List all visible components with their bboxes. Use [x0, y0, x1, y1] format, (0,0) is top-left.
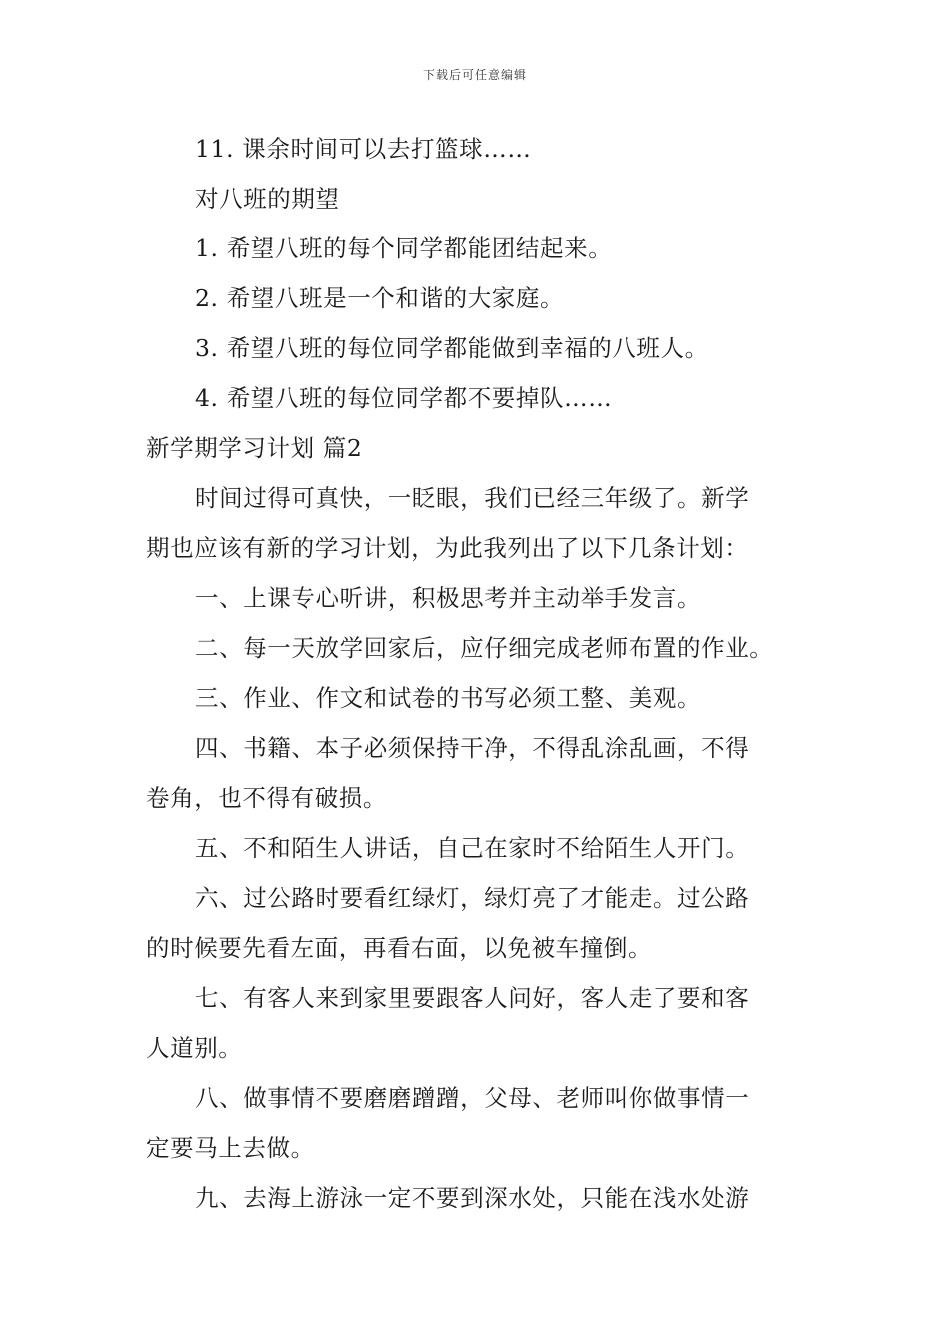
plan-item-6-line-1: 六、过公路时要看红绿灯，绿灯亮了才能走。过公路 — [195, 884, 750, 912]
list-item-expectation-4: 4. 希望八班的每位同学都不要掉队…… — [195, 384, 613, 412]
paragraph-intro-line-1: 时间过得可真快，一眨眼，我们已经三年级了。新学 — [195, 484, 750, 512]
plan-item-8-line-1: 八、做事情不要磨磨蹭蹭，父母、老师叫你做事情一 — [195, 1084, 750, 1112]
plan-item-5: 五、不和陌生人讲话，自己在家时不给陌生人开门。 — [195, 834, 750, 862]
plan-item-4-line-1: 四、书籍、本子必须保持干净，不得乱涂乱画，不得 — [195, 734, 750, 762]
page-header: 下载后可任意编辑 — [422, 68, 527, 82]
plan-item-8-line-2: 定要马上去做。 — [146, 1134, 315, 1162]
section-heading-expectations: 对八班的期望 — [195, 185, 340, 213]
plan-item-1: 一、上课专心听讲，积极思考并主动举手发言。 — [195, 584, 702, 612]
plan-item-4-line-2: 卷角，也不得有破损。 — [146, 784, 387, 812]
plan-item-2: 二、每一天放学回家后，应仔细完成老师布置的作业。 — [195, 634, 774, 662]
list-item-expectation-2: 2. 希望八班是一个和谐的大家庭。 — [195, 284, 565, 312]
plan-item-7-line-1: 七、有客人来到家里要跟客人问好，客人走了要和客 — [195, 984, 750, 1012]
plan-item-6-line-2: 的时候要先看左面，再看右面，以免被车撞倒。 — [146, 934, 653, 962]
paragraph-intro-line-2: 期也应该有新的学习计划，为此我列出了以下几条计划： — [146, 534, 749, 562]
list-item-expectation-1: 1. 希望八班的每个同学都能团结起来。 — [195, 234, 613, 262]
plan-item-9-line-1: 九、去海上游泳一定不要到深水处，只能在浅水处游 — [195, 1184, 750, 1212]
list-item-expectation-3: 3. 希望八班的每位同学都能做到幸福的八班人。 — [195, 334, 709, 362]
plan-item-3: 三、作业、作文和试卷的书写必须工整、美观。 — [195, 684, 702, 712]
list-item-basketball: 11. 课余时间可以去打篮球…… — [195, 135, 532, 163]
article-title: 新学期学习计划 篇2 — [146, 434, 363, 462]
plan-item-7-line-2: 人道别。 — [146, 1034, 243, 1062]
